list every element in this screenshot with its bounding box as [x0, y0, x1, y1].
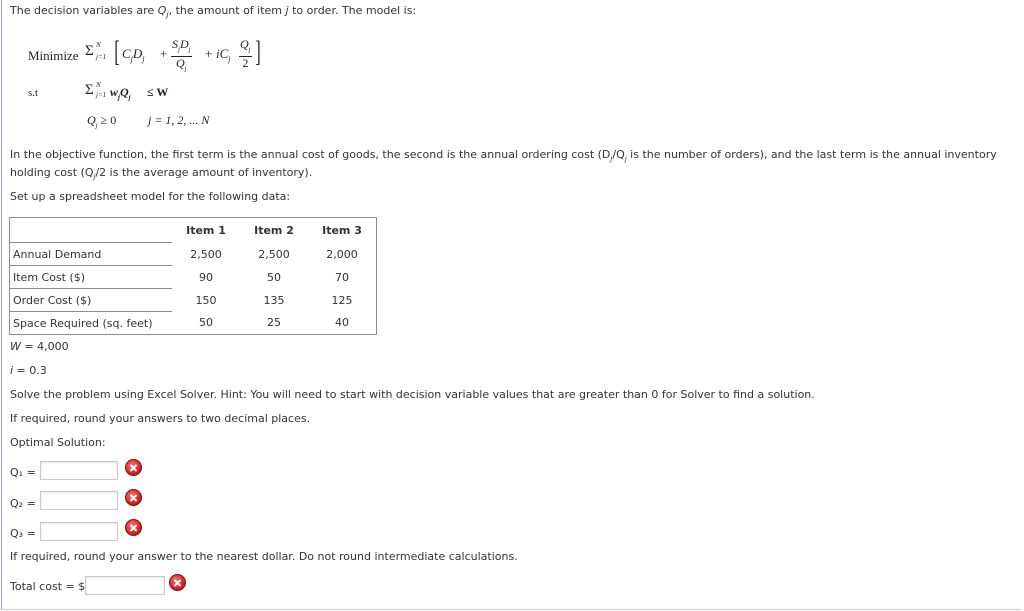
q3-input[interactable]: [40, 522, 118, 541]
minimize-label: Minimize: [28, 48, 79, 63]
table-header-blank: [10, 218, 173, 243]
solver-instruction: Solve the problem using Excel Solver. Hint: You will need to start with decision variable values that are greater than 0 for Solver to find a solution.: [10, 388, 815, 401]
i-parameter: i = 0.3: [10, 364, 47, 377]
incorrect-icon: [125, 519, 142, 536]
total-cost-label: Total cost = $: [10, 580, 86, 593]
nonneg-constraint: $Q_j \ge 0$: [87, 113, 117, 130]
q2-input[interactable]: [40, 491, 118, 510]
table-row: [10, 289, 377, 312]
cell: 70: [335, 270, 349, 284]
dollar-rounding-instruction: If required, round your answer to the nearest dollar. Do not round intermediate calculations.: [10, 550, 518, 563]
cell: 40: [335, 316, 349, 330]
cell: 125: [331, 293, 353, 307]
holding-explanation: holding cost ($Q_j/2$ is the average amount of inventory).: [10, 166, 313, 182]
w-parameter: W = 4,000: [10, 340, 69, 353]
table-row: [10, 266, 377, 289]
cell: 2,500: [190, 247, 222, 261]
cell: 50: [199, 316, 213, 330]
incorrect-icon: [125, 489, 142, 506]
q2-label: Q₂ =: [10, 497, 36, 510]
table-header-item3: Item 3: [322, 223, 362, 237]
cell: 25: [267, 316, 281, 330]
total-cost-input[interactable]: [85, 576, 165, 595]
rounding-instruction: If required, round your answers to two decimal places.: [10, 412, 311, 425]
row-label: Order Cost ($): [10, 289, 173, 312]
cell: 50: [267, 270, 281, 284]
q1-label: Q₁ =: [10, 466, 36, 479]
row-label: Item Cost ($): [10, 266, 173, 289]
cell: 150: [195, 293, 217, 307]
objective-explanation: In the objective function, the first term is the annual cost of goods, the second is the annual ordering cost ($D_j/Q_j$ is the number of orders), and the last term is the annual inventory: [10, 148, 997, 164]
table-header-row: [10, 218, 377, 243]
table-header-item1: Item 1: [186, 223, 226, 237]
j-range: j = 1, 2, ... N: [148, 113, 210, 127]
intro-text: The decision variables are $Q_j$, the amount of item j to order. The model is:: [10, 4, 417, 20]
row-label: Space Required (sq. feet): [10, 312, 173, 335]
constraint-formula: Σ N j=1 $w_jQ_j$ ≤ W: [85, 81, 169, 102]
table-row: [10, 243, 377, 266]
objective-formula: Σ N j=1 [ $C_jD_j$ + $S_jD_j$ $Q_j$ + $iC_j$ $\frac{Q_j}{2}$ ]: [85, 35, 261, 73]
table-header-item2: Item 2: [254, 223, 294, 237]
cell: 135: [263, 293, 285, 307]
cell: 2,000: [326, 247, 358, 261]
optimal-solution-label: Optimal Solution:: [10, 436, 106, 449]
incorrect-icon: [125, 459, 142, 476]
cell: 90: [199, 270, 213, 284]
q3-label: Q₃ =: [10, 527, 36, 540]
incorrect-icon: [169, 574, 186, 591]
st-label: s.t: [28, 87, 39, 99]
row-label: Annual Demand: [10, 243, 173, 266]
setup-instruction: Set up a spreadsheet model for the following data:: [10, 190, 291, 203]
cell: 2,500: [258, 247, 290, 261]
table-row: [10, 312, 377, 335]
q1-input[interactable]: [40, 461, 118, 480]
data-table: [9, 217, 377, 335]
